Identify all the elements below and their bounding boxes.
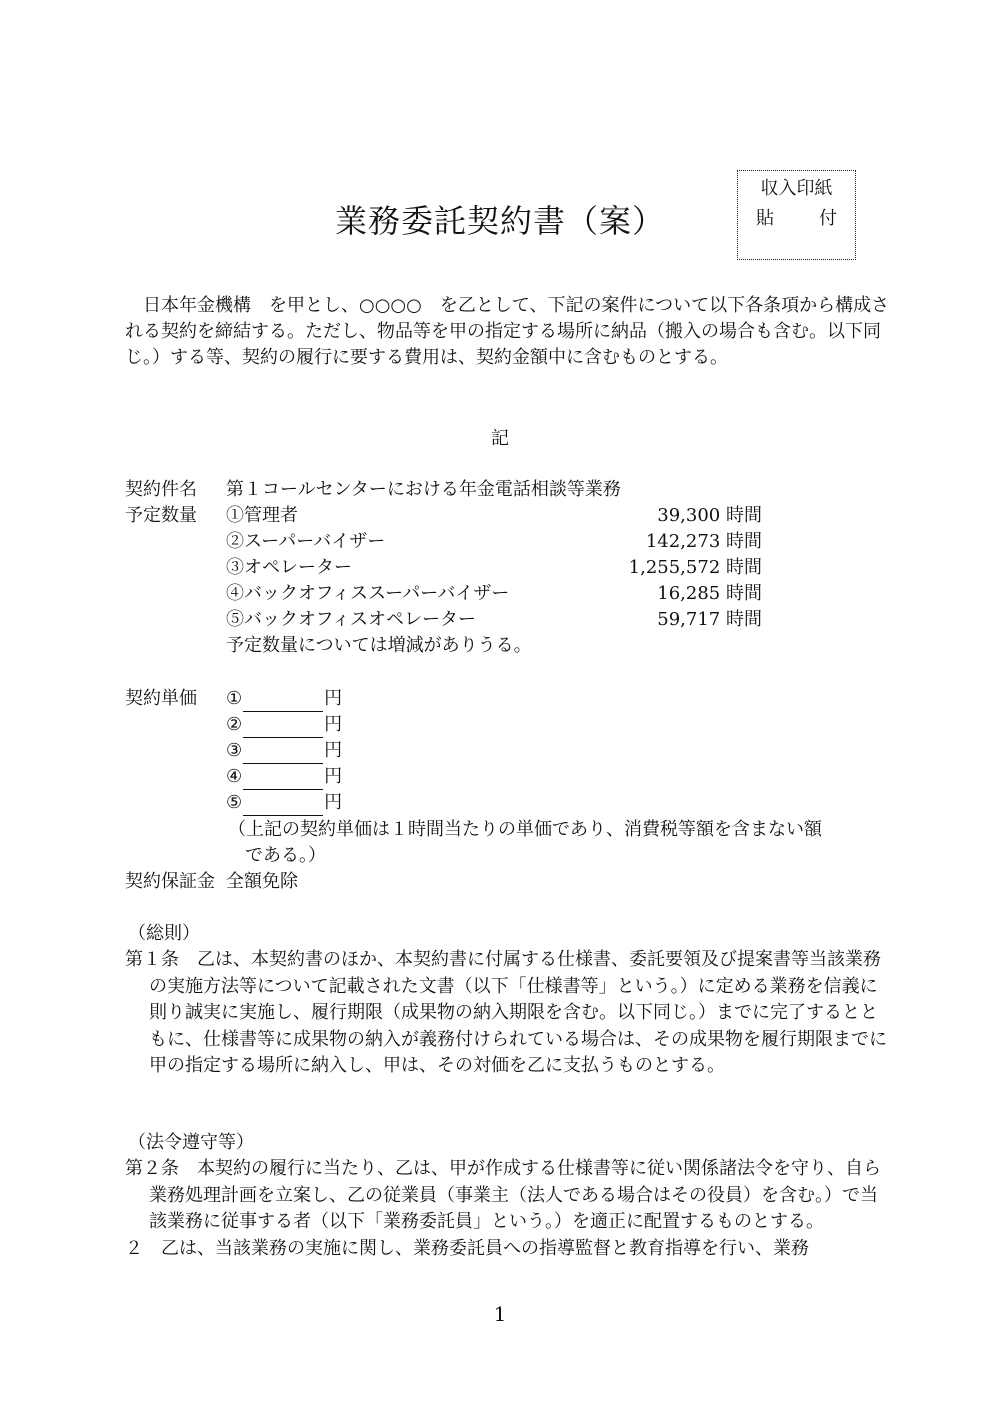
quantity-note: 予定数量については増減がありうる。 <box>226 635 532 656</box>
unit-price-row <box>226 764 342 790</box>
quantity-item-name: ⑤バックオフィスオペレーター <box>226 609 477 630</box>
unit-price-blank <box>243 769 323 790</box>
quantity-item-value: 39,300 時間 <box>657 505 762 526</box>
unit-price-note-line-2: である。） <box>245 845 326 866</box>
unit-price-blank <box>243 795 323 816</box>
article-2-para-2: ２ 乙は、当該業務の実施に関し、業務委託員への指導監督と教育指導を行い、業務 <box>125 1237 809 1259</box>
unit-price-unit: 円 <box>324 766 343 787</box>
quantity-item-name: ②スーパーバイザー <box>226 531 386 552</box>
unit-price-label: 契約単価 <box>125 688 197 709</box>
unit-price-row <box>226 790 342 816</box>
quantity-item-value: 59,717 時間 <box>657 609 762 630</box>
article-2 <box>125 1156 895 1262</box>
unit-price-mark: ② <box>226 714 243 735</box>
unit-price-blank <box>243 743 323 764</box>
quantity-item-name: ①管理者 <box>226 505 298 526</box>
article-2-text: 第２条 本契約の履行に当たり、乙は、甲が作成する仕様書等に従い関係諸法令を守り、自ら業務処理計画を立案し、乙の従業員（事業主（法人である場合はその役員）を含む。）で当該業務に従事する者（以下「業務委託員」という。）を適正に配置するものとする。 <box>125 1158 881 1232</box>
quantity-item-value: 142,273 時間 <box>645 531 762 552</box>
contract-name-label: 契約件名 <box>125 479 197 500</box>
article-1-text: 第１条 乙は、本契約書のほか、本契約書に付属する仕様書、委託要領及び提案書等当該業務の実施方法等について記載された文書（以下「仕様書等」という。）に定める業務を信義に則り誠実に実施し、履行期限（成果物の納入期限を含む。以下同じ。）までに完了するとともに、仕様書等に成果物の納入が義務付けられている場合は、その成果物を履行期限までに甲の指定する場所に納入し、甲は、その対価を乙に支払うものとする。 <box>125 949 887 1076</box>
ki-heading: 記 <box>491 428 509 449</box>
unit-price-row <box>226 738 342 764</box>
unit-price-row <box>226 686 342 712</box>
unit-price-blank <box>243 717 323 738</box>
article-1-heading: （総則） <box>128 923 200 944</box>
quantity-item-name: ③オペレーター <box>226 557 352 578</box>
deposit-label: 契約保証金 <box>125 871 215 892</box>
quantity-label: 予定数量 <box>125 505 197 526</box>
article-2-heading: （法令遵守等） <box>128 1132 254 1153</box>
quantity-item-value: 1,255,572 時間 <box>628 557 762 578</box>
document-title: 業務委託契約書（案） <box>334 202 665 240</box>
unit-price-row <box>226 712 342 738</box>
unit-price-unit: 円 <box>324 740 343 761</box>
stamp-line-1: 収入印紙 <box>760 178 833 199</box>
unit-price-mark: ③ <box>226 740 243 761</box>
page-number: 1 <box>493 1302 507 1326</box>
quantity-item-value: 16,285 時間 <box>657 583 762 604</box>
deposit-value: 全額免除 <box>226 871 298 892</box>
unit-price-mark: ① <box>226 688 243 709</box>
unit-price-note-line-1: （上記の契約単価は１時間当たりの単価であり、消費税等額を含まない額 <box>228 819 822 840</box>
revenue-stamp-box <box>737 170 856 260</box>
preamble-paragraph: 日本年金機構 を甲とし、○○○○ を乙として、下記の案件について以下各条項から構成される契約を締結する。ただし、物品等を甲の指定する場所に納品（搬入の場合も含む。以下同じ。）する等、契約の履行に要する費用は、契約金額中に含むものとする。 <box>125 295 890 368</box>
unit-price-mark: ⑤ <box>226 792 243 813</box>
unit-price-blank <box>243 691 323 712</box>
unit-price-unit: 円 <box>324 688 343 709</box>
stamp-line-2 <box>738 204 855 234</box>
quantity-item-name: ④バックオフィススーパーバイザー <box>226 583 510 604</box>
stamp-char-b: 付 <box>819 208 837 229</box>
contract-name-value: 第１コールセンターにおける年金電話相談等業務 <box>226 479 621 500</box>
stamp-char-a: 貼 <box>756 208 774 229</box>
article-1 <box>125 947 895 1080</box>
unit-price-unit: 円 <box>324 714 343 735</box>
unit-price-unit: 円 <box>324 792 343 813</box>
unit-price-mark: ④ <box>226 766 243 787</box>
